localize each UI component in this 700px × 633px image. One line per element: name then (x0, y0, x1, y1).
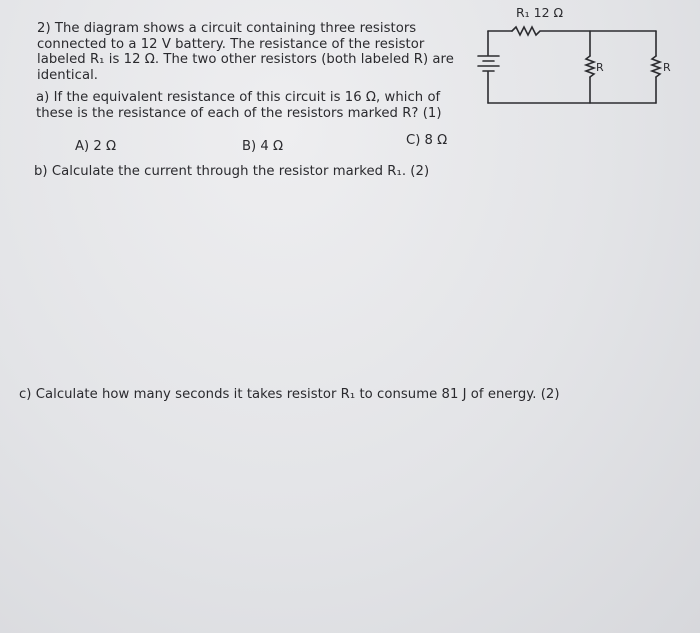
label-r-right: R (663, 61, 671, 74)
question-part-a: a) If the equivalent resistance of this circuit is 16 Ω, which of these is the resistance of each of the resistors marked R? (1) (36, 90, 442, 121)
label-r1: R₁ 12 Ω (516, 5, 564, 20)
option-a: A) 2 Ω (75, 139, 117, 154)
question-part-c: c) Calculate how many seconds it takes resistor R₁ to consume 81 J of energy. (2) (19, 387, 560, 402)
option-c: C) 8 Ω (406, 133, 448, 148)
question-part-b: b) Calculate the current through the resistor marked R₁. (2) (34, 164, 430, 179)
option-b: B) 4 Ω (242, 139, 284, 154)
question-intro: 2) The diagram shows a circuit containing three resistors connected to a 12 V battery. The resistance of the resistor labeled R₁ is 12 Ω. The two other resistors (both labeled R) are identical. (37, 21, 454, 83)
label-r-left: R (596, 61, 604, 74)
